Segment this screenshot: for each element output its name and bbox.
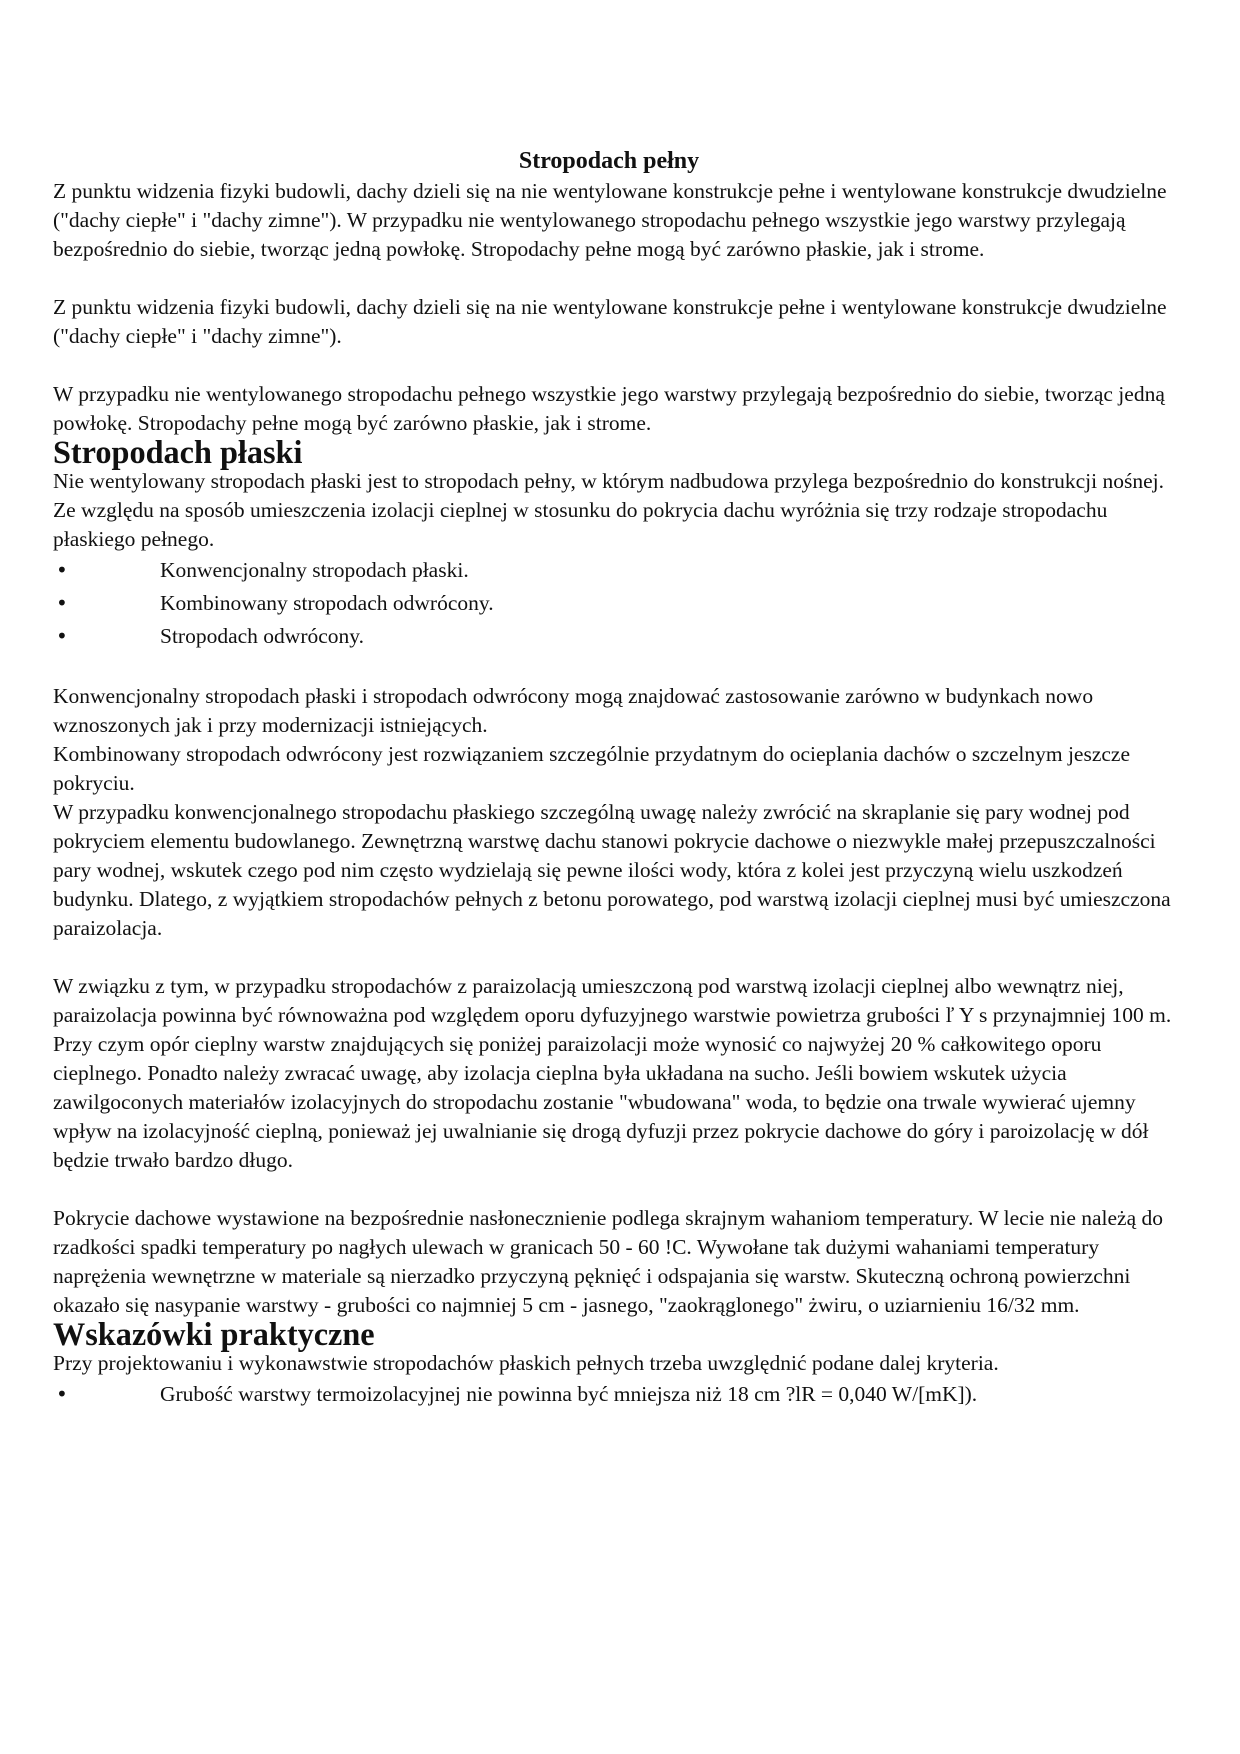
document-title: Stropodach pełny <box>518 148 700 174</box>
paragraph-condensation: W przypadku konwencjonalnego stropodachu płaskiego szczególną uwagę należy zwrócić na skraplanie się pary wodnej pod pokryciem elementu budowlanego. Zewnętrzną warstwę dachu stanowi pokrycie dachowe o niezwykle małej przepuszczalności pary wodnej, wskutek czego pod nim często wydzielają się pewne ilości wody, która z kolei jest przyczyną wielu uszkodzeń budynku. Dlatego, z wyjątkiem stropodachów pełnych z betonu porowatego, pod warstwą izolacji cieplnej musi być umieszczona paraizolacja. <box>53 800 1171 940</box>
list-item <box>53 620 1173 653</box>
paragraph-applications: Konwencjonalny stropodach płaski i stropodach odwrócony mogą znajdować zastosowanie zarówno w budynkach nowo wznoszonych jak i przy modernizacji istniejących. <box>53 684 1094 737</box>
practical-tips-intro: Przy projektowaniu i wykonawstwie stropodachów płaskich pełnych trzeba uwzględnić podane dalej kryteria. <box>53 1351 999 1375</box>
bullet-icon: • <box>56 558 68 582</box>
bullet-icon: • <box>56 624 68 648</box>
list-item-text: Stropodach odwrócony. <box>160 624 365 648</box>
document-page <box>53 145 1173 1411</box>
paragraph-temperature: Pokrycie dachowe wystawione na bezpośrednie nasłonecznienie podlega skrajnym wahaniom temperatury. W lecie nie należą do rzadkości spadki temperatury po nagłych ulewach w granicach 50 - 60 !C. Wywołane tak dużymi wahaniami temperatury naprężenia wewnętrzne w materiale są nierzadko przyczyną pęknięć i odspajania się warstw. Skuteczną ochroną powierzchni okazało się nasypanie warstwy - grubości co najmniej 5 cm - jasnego, "zaokrąglonego" żwiru, o uziarnieniu 16/32 mm. <box>53 1206 1164 1317</box>
intro-paragraph: Z punktu widzenia fizyki budowli, dachy dzieli się na nie wentylowane konstrukcje pełne i wentylowane konstrukcje dwudzielne ("dachy ciepłe" i "dachy zimne"). W przypadku nie wentylowanego stropodachu pełnego wszystkie jego warstwy przylegają bezpośrednio do siebie, tworząc jedną powłokę. Stropodachy pełne mogą być zarówno płaskie, jak i strome. <box>53 179 1167 261</box>
flat-roof-types-list <box>53 554 1173 653</box>
paragraph-vapor-barrier: W związku z tym, w przypadku stropodachów z paraizolacją umieszczoną pod warstwą izolacji cieplnej albo wewnątrz niej, paraizolacja powinna być równoważna pod względem oporu dyfuzyjnego warstwie powietrza grubości ľ Y s przynajmniej 100 m. Przy czym opór cieplny warstw znajdujących się poniżej paraizolacji może wynosić co najwyżej 20 % całkowitego oporu cieplnego. Ponadto należy zwracać uwagę, aby izolacja cieplna była układana na sucho. Jeśli bowiem wskutek użycia zawilgoconych materiałów izolacyjnych do stropodachu zostanie "wbudowana" woda, to będzie ona trwale wywierać ujemny wpływ na izolacyjność cieplną, ponieważ jej uwalnianie się drogą dyfuzji przez pokrycie dachowe do góry i paroizolację w dół będzie trwało bardzo długo. <box>53 974 1172 1172</box>
paragraph-combined-roof: Kombinowany stropodach odwrócony jest rozwiązaniem szczególnie przydatnym do ocieplania dachów o szczelnym jeszcze pokryciu. <box>53 742 1130 795</box>
list-item <box>53 554 1173 587</box>
bullet-icon: • <box>56 591 68 615</box>
paragraph-building-physics: Z punktu widzenia fizyki budowli, dachy dzieli się na nie wentylowane konstrukcje pełne i wentylowane konstrukcje dwudzielne ("dachy ciepłe" i "dachy zimne"). <box>53 295 1167 348</box>
list-item <box>53 1378 1173 1411</box>
flat-roof-intro: Nie wentylowany stropodach płaski jest to stropodach pełny, w którym nadbudowa przylega bezpośrednio do konstrukcji nośnej. Ze względu na sposób umieszczenia izolacji cieplnej w stosunku do pokrycia dachu wyróżnia się trzy rodzaje stropodachu płaskiego pełnego. <box>53 469 1164 551</box>
list-item-text: Kombinowany stropodach odwrócony. <box>160 591 494 615</box>
practical-tips-list <box>53 1378 1173 1411</box>
bullet-icon: • <box>56 1382 68 1406</box>
section-heading-practical-tips: Wskazówki praktyczne <box>53 1316 375 1352</box>
list-item-text: Grubość warstwy termoizolacyjnej nie powinna być mniejsza niż 18 cm ?lR = 0,040 W/[mK]). <box>160 1382 978 1406</box>
list-item <box>53 587 1173 620</box>
list-item-text: Konwencjonalny stropodach płaski. <box>160 558 469 582</box>
section-heading-flat-roof: Stropodach płaski <box>53 434 303 470</box>
paragraph-unventilated-roof: W przypadku nie wentylowanego stropodachu pełnego wszystkie jego warstwy przylegają bezpośrednio do siebie, tworząc jedną powłokę. Stropodachy pełne mogą być zarówno płaskie, jak i strome. <box>53 382 1165 435</box>
